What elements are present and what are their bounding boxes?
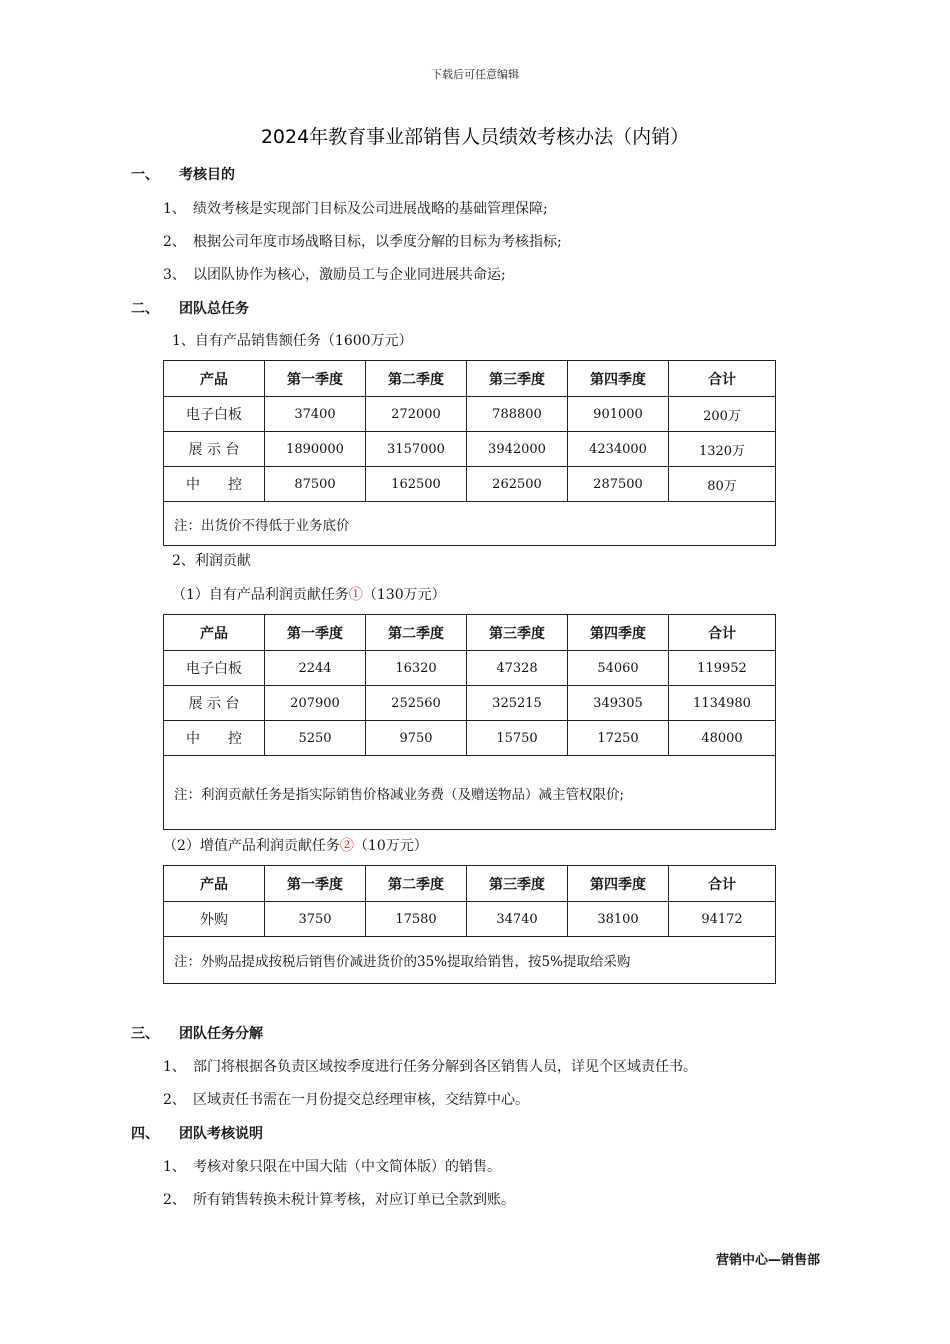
value-cell: 3942000: [467, 432, 568, 467]
list-item: [163, 231, 562, 251]
subsection-sales-task: 1、自有产品销售额任务（1600万元）: [172, 333, 413, 349]
item-text: 绩效考核是实现部门目标及公司进展战略的基础管理保障;: [193, 201, 548, 217]
table-header-row: [164, 361, 776, 397]
table-row: [164, 432, 776, 467]
top-note: 下载后可任意编辑: [431, 68, 519, 81]
table-row: [164, 686, 776, 721]
item-number: 3、: [163, 267, 186, 283]
value-cell: 272000: [366, 397, 467, 432]
subsection-profit: 2、利润贡献: [172, 553, 251, 569]
section-title: 团队总任务: [179, 301, 249, 317]
value-cell: 54060: [568, 651, 669, 686]
item-number: 1、: [163, 201, 186, 217]
section-1-heading: [131, 164, 235, 184]
section-number: 二、: [131, 301, 159, 317]
table-note-row: [164, 937, 776, 984]
table-note: 注：出货价不得低于业务底价: [164, 502, 776, 546]
product-cell: 电子白板: [164, 651, 265, 686]
section-number: 一、: [131, 167, 159, 183]
header-cell: 第三季度: [467, 361, 568, 397]
value-cell: 3750: [265, 902, 366, 937]
section-title: 团队考核说明: [179, 1126, 263, 1142]
header-cell: 第四季度: [568, 866, 669, 902]
table-row: [164, 721, 776, 756]
table-row: [164, 397, 776, 432]
list-item: [163, 1056, 697, 1076]
item-text: 根据公司年度市场战略目标，以季度分解的目标为考核指标;: [193, 234, 562, 250]
subsection-profit-own: [172, 584, 446, 604]
value-cell: 325215: [467, 686, 568, 721]
value-cell: 349305: [568, 686, 669, 721]
subsection-text: （2）增值产品利润贡献任务: [163, 838, 340, 854]
header-cell: 第一季度: [265, 361, 366, 397]
value-cell: 87500: [265, 467, 366, 502]
value-cell: 3157000: [366, 432, 467, 467]
value-cell: 15750: [467, 721, 568, 756]
item-number: 2、: [163, 1192, 186, 1208]
table-row: [164, 902, 776, 937]
value-cell: 4234000: [568, 432, 669, 467]
table-note-row: [164, 502, 776, 546]
value-cell: 901000: [568, 397, 669, 432]
table-note: 注：外购品提成按税后销售价减进货价的35%提取给销售，按5%提取给采购: [164, 937, 776, 984]
item-number: 1、: [163, 1059, 186, 1075]
item-text: 考核对象只限在中国大陆（中文简体版）的销售。: [193, 1159, 501, 1175]
header-cell: 第一季度: [265, 866, 366, 902]
header-cell: 第四季度: [568, 615, 669, 651]
total-cell: 200万: [669, 397, 776, 432]
header-cell: 第二季度: [366, 615, 467, 651]
product-cell: 中 控: [164, 467, 265, 502]
product-cell: 展 示 台: [164, 432, 265, 467]
table-note: 注：利润贡献任务是指实际销售价格减业务费（及赠送物品）减主管权限价;: [164, 756, 776, 830]
footnote-mark: ②: [339, 838, 354, 854]
product-cell: 中 控: [164, 721, 265, 756]
value-cell: 788800: [467, 397, 568, 432]
header-cell: 第四季度: [568, 361, 669, 397]
total-cell: 80万: [669, 467, 776, 502]
section-number: 三、: [131, 1026, 159, 1042]
header-cell: 第二季度: [366, 866, 467, 902]
value-cell: 16320: [366, 651, 467, 686]
header-cell: 合计: [669, 866, 776, 902]
profit-added-table: [163, 865, 776, 984]
sales-task-table: [163, 360, 776, 546]
profit-own-table: [163, 614, 776, 830]
value-cell: 1890000: [265, 432, 366, 467]
item-number: 2、: [163, 234, 186, 250]
list-item: [163, 1089, 529, 1109]
document-title: 2024年教育事业部销售人员绩效考核办法（内销）: [260, 126, 690, 148]
value-cell: 17580: [366, 902, 467, 937]
list-item: [163, 198, 548, 218]
header-cell: 第三季度: [467, 866, 568, 902]
value-cell: 17250: [568, 721, 669, 756]
value-cell: 252560: [366, 686, 467, 721]
value-cell: 37400: [265, 397, 366, 432]
footnote-mark: ①: [348, 587, 363, 603]
subsection-profit-added: [163, 835, 428, 855]
subsection-text: （130万元）: [362, 587, 446, 603]
footer-department: 营销中心—销售部: [716, 1253, 821, 1268]
table-header-row: [164, 866, 776, 902]
value-cell: 47328: [467, 651, 568, 686]
total-cell: 1134980: [669, 686, 776, 721]
header-cell: 第三季度: [467, 615, 568, 651]
section-number: 四、: [131, 1126, 159, 1142]
value-cell: 262500: [467, 467, 568, 502]
header-cell: 产品: [164, 866, 265, 902]
value-cell: 5250: [265, 721, 366, 756]
table-row: [164, 467, 776, 502]
value-cell: 162500: [366, 467, 467, 502]
product-cell: 展 示 台: [164, 686, 265, 721]
item-text: 所有销售转换未税计算考核，对应订单已全款到账。: [193, 1192, 515, 1208]
list-item: [163, 264, 506, 284]
value-cell: 207900: [265, 686, 366, 721]
item-text: 区域责任书需在一月份提交总经理审核，交结算中心。: [193, 1092, 529, 1108]
value-cell: 34740: [467, 902, 568, 937]
table-note-row: [164, 756, 776, 830]
section-title: 考核目的: [179, 167, 235, 183]
header-cell: 合计: [669, 615, 776, 651]
section-3-heading: [131, 1023, 263, 1043]
section-4-heading: [131, 1123, 263, 1143]
value-cell: 9750: [366, 721, 467, 756]
subsection-text: （10万元）: [353, 838, 428, 854]
item-text: 部门将根据各负责区域按季度进行任务分解到各区销售人员，详见个区域责任书。: [193, 1059, 697, 1075]
value-cell: 38100: [568, 902, 669, 937]
list-item: [163, 1189, 515, 1209]
table-header-row: [164, 615, 776, 651]
table-row: [164, 651, 776, 686]
header-cell: 产品: [164, 615, 265, 651]
subsection-text: （1）自有产品利润贡献任务: [172, 587, 349, 603]
total-cell: 94172: [669, 902, 776, 937]
product-cell: 电子白板: [164, 397, 265, 432]
section-title: 团队任务分解: [179, 1026, 263, 1042]
list-item: [163, 1156, 501, 1176]
item-text: 以团队协作为核心，激励员工与企业同进展共命运;: [193, 267, 506, 283]
total-cell: 1320万: [669, 432, 776, 467]
item-number: 1、: [163, 1159, 186, 1175]
value-cell: 2244: [265, 651, 366, 686]
header-cell: 第一季度: [265, 615, 366, 651]
item-number: 2、: [163, 1092, 186, 1108]
product-cell: 外购: [164, 902, 265, 937]
header-cell: 第二季度: [366, 361, 467, 397]
total-cell: 48000: [669, 721, 776, 756]
header-cell: 合计: [669, 361, 776, 397]
value-cell: 287500: [568, 467, 669, 502]
total-cell: 119952: [669, 651, 776, 686]
section-2-heading: [131, 298, 249, 318]
header-cell: 产品: [164, 361, 265, 397]
